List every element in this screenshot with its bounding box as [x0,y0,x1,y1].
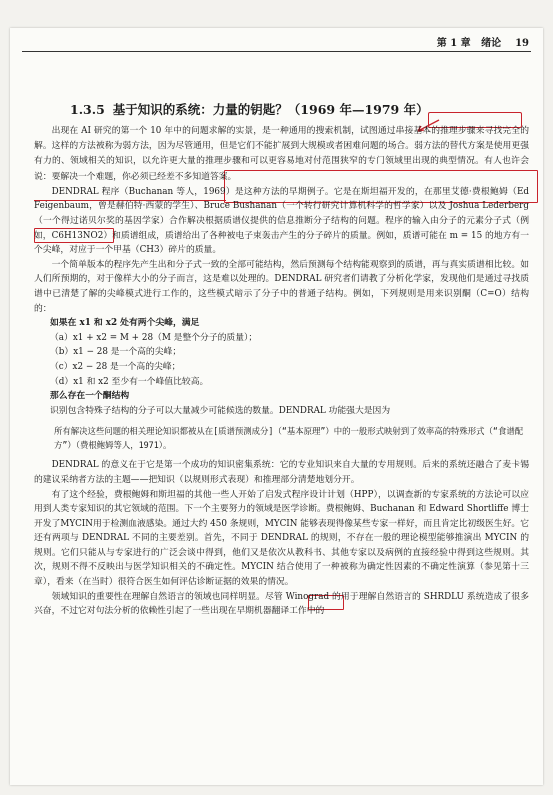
mycin-lead: 有了这个经验，费根鲍姆和斯坦福的其他一些人开始了启发式程序设计计划（HPP），以调查新的专家系统的方法论可以应用到人类专家知识的其它领域的范围。下一个主要努力的领域是医学诊断。费根鲍姆、Buchanan 和 Edward Shortliffe 博士开发了 [34,489,529,529]
section-title: 基于知识的系统：力量的钥匙？（1969 年—1979 年） [112,102,429,117]
mycin-description: 用于检测血液感染。通过大约 450 条规则，MYCIN 能够表现得像某些专家一样好，而且肯定比初级医生好。它还有两项与 DENDRAL 不同的主要差别。首先，不同于 DENDRAL 的规则，不存在一般的理论模型能够推演出 MYCIN 的规则。它们只能从与专家进行的广泛会谈中得到，他们又是依次从教科书、其他专家以及病例的直接经验中得到这些规则。其次，规则不得不反映出与医学知识相关的不确定性。MYCIN 结合使用了一种被称为确定性因素的不确定性演算（参见第十三章），看来（在当时）很符合医生如何评估诊断证据的效果的情况。 [34,518,529,588]
section-heading [70,100,429,118]
paragraph-dendral-intro [34,185,529,258]
page-number: 19 [515,38,529,49]
dendral-description: （Buchanan 等人，1969）是这种方法的早期例子。它是在斯坦福开发的，在那里艾德·费根鲍姆（Ed Feigenbaum，曾是赫伯特·西蒙的学生）、Bruce Bushanan（一个转行研究计算机科学的哲学家）以及 Joshua Lederberg（一个得过诺贝尔奖的基因学家）合作解决根据质谱仪提供的信息推断分子结构的问题。程序的输入由分子的元素分子式（例如，C6H13NO2）和质谱组成，质谱给出了各种被电子束轰击产生的分子碎片的质量。例如，质谱可能在 m = 15 的地方有一个尖峰，对应于一个甲基（CH3）碎片的质量。 [34,186,530,256]
paragraph-candidates: 识别包含特殊子结构的分子可以大量减少可能候选的数量。DENDRAL 功能强大是因为 [50,405,391,416]
paragraph-natural-language: 领域知识的重要性在理解自然语言的领域也同样明显。尽管 Winograd 的用于理解自然语言的 SHRDLU 系统造成了很多兴奋，不过它对句法分析的依赖性引起了一些出现在早期机器翻译工作中的 [34,591,529,617]
rule-condition-d: （d）x1 和 x2 至少有一个峰值比较高。 [50,376,209,387]
header-title: 绪论 [481,38,502,49]
dendral-program-label: DENDRAL 程序 [51,186,120,197]
rule-if: 如果在 x1 和 x2 处有两个尖峰，满足 [50,318,200,329]
ketone-rule [34,316,529,418]
book-page [10,28,543,785]
rule-condition-b: （b）x1 − 28 是一个高的尖峰； [50,347,182,358]
mycin-label: MYCIN [60,518,93,529]
body-text [34,124,529,619]
paragraph-dendral-significance: DENDRAL 的意义在于它是第一个成功的知识密集系统：它的专业知识来自大量的专用规则。后来的系统还融合了麦卡锡的建议采纳者方法的主题——把知识（以规则形式表现）和推理部分清楚地划分开。 [34,460,529,485]
quote-feigenbaum: 所有解决这些问题的相关理论知识都被从在[质谱预测成分]（“基本原理”）中的一般形式映射到了效率高的特殊形式（“食谱配方”）（费根鲍姆等人，1971）。 [54,426,524,451]
running-header [22,32,531,50]
paragraph-mycin [34,488,529,590]
paragraph-dendral-method: 一个简单版本的程序先产生出和分子式一致的全部可能结构，然后预测每个结构能观察到的质谱，再与真实质谱相比较。如人们所预期的，对于像样大小的分子而言，这是难以处理的。DENDRAL 研究者们请教了分析化学家，发现他们是通过寻找质谱中已清楚了解的尖峰模式进行工作的，这些模式暗示了分子中的普通子结构。例如，下列规则是用来识别酮（C=O）结构的： [34,259,529,314]
paragraph-weak-methods: 出现在 AI 研究的第一个 10 年中的问题求解的实景，是一种通用的搜索机制，试图通过串接基本的推理步骤来寻找完全的解。这样的方法被称为弱方法，因为尽管通用，但是它们不能扩展到大规模或者困难问题的场合。弱方法的替代方案是使用更强有力的、领域相关的知识，以允许更大量的推理步骤和可以更容易地对付范围狭窄的专门领域里出现的典型情况。有人也许会说：要解决一个难题，你必须已经差不多知道答案。 [34,126,529,182]
rule-condition-c: （c）x2 − 28 是一个高的尖峰； [50,361,181,372]
rule-condition-a: （a）x1 + x2 = M + 28（M 是整个分子的质量）； [50,332,258,343]
rule-then: 那么存在一个酮结构 [50,391,130,402]
header-rule [22,51,531,52]
section-number: 1.3.5 [70,102,105,117]
header-text [437,34,529,49]
header-chapter: 第 1 章 [436,38,471,49]
